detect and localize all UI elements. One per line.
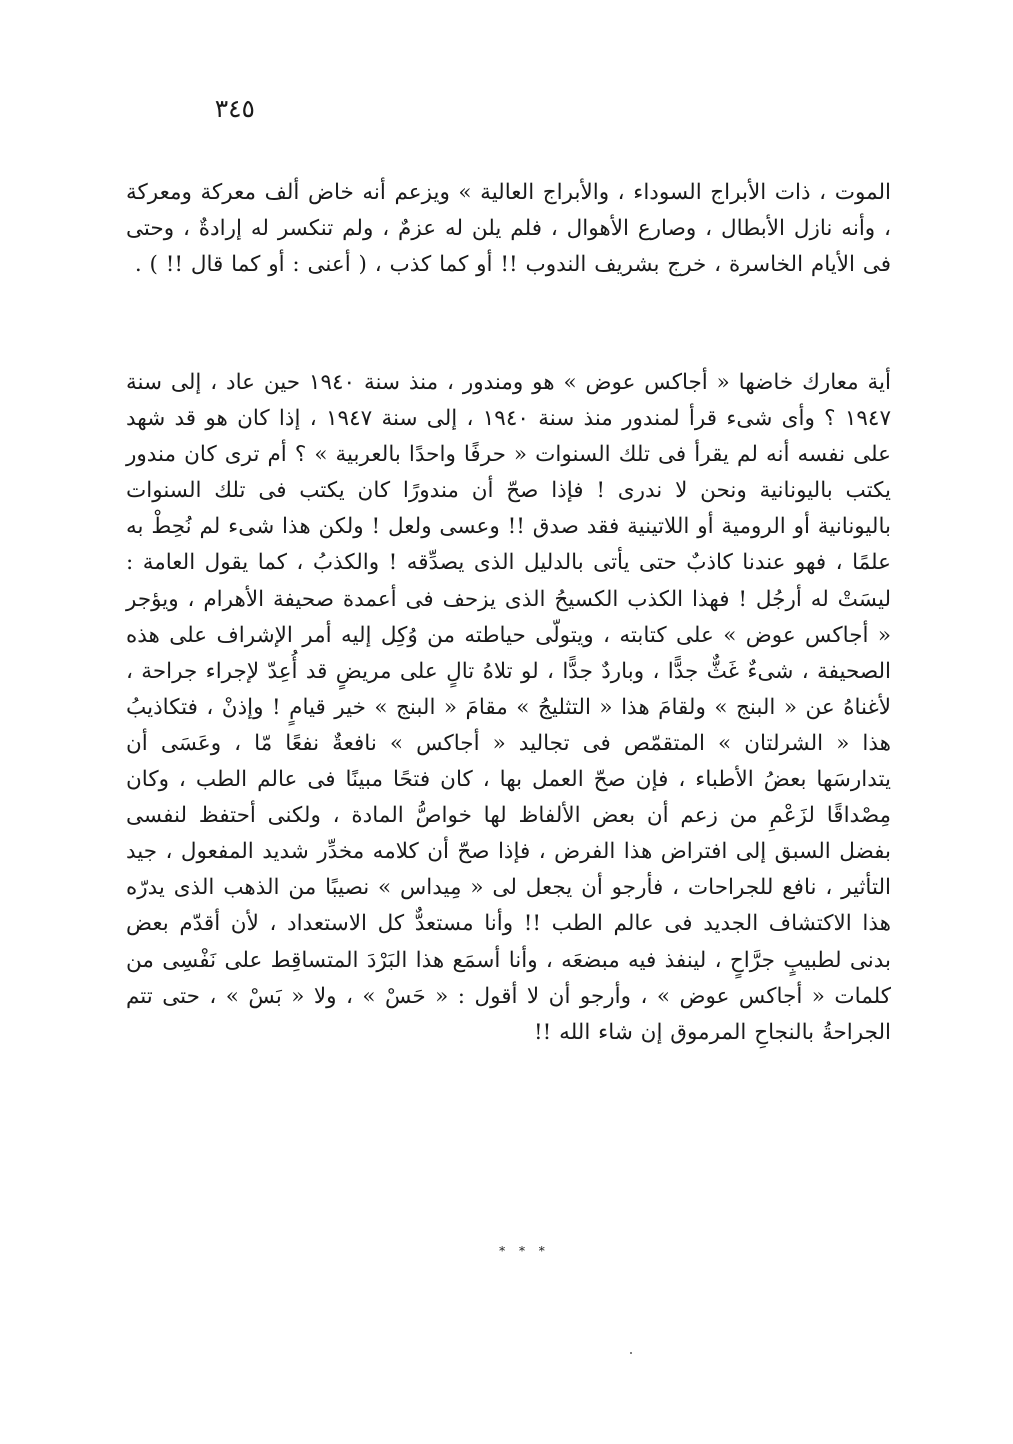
section-separator: * * * — [499, 1244, 550, 1258]
page-number: ٣٤٥ — [214, 94, 255, 123]
scan-speck — [630, 1352, 632, 1354]
paragraph-2: أية معارك خاضها « أجاكس عوض » هو ومندور ، منذ سنة ١٩٤٠ حين عاد ، إلى سنة ١٩٤٧ ؟ وأى شىء قرأ لمندور منذ سنة ١٩٤٠ ، إلى سنة ١٩٤٧ ، إذا كان هو قد شهد على نفسه أنه لم يقرأ فى تلك السنوات « حرفًا واحدًا بالعربية » ؟ أم ترى كان مندور يكتب باليونانية ونحن لا ندرى ! فإذا صحّ أن مندورًا كان يكتب فى تلك السنوات باليونانية أو الرومية أو اللاتينية فقد صدق !! وعسى ولعل ! ولكن هذا شىء لم نُحِطْ به علمًا ، فهو عندنا كاذبٌ حتى يأتى بالدليل الذى يصدِّقه ! والكذبُ ، كما يقول العامة : ليسَتْ له أرجُل ! فهذا الكذب الكسيحُ الذى يزحف فى أعمدة صحيفة الأهرام ، ويؤجر « أجاكس عوض » على كتابته ، ويتولّى حياطته من وُكِل إليه أمر الإشراف على هذه الصحيفة ، شىءٌ غَثٌّ جدًّا ، وباردٌ جدًّا ، لو تلاهُ تالٍ على مريضٍ قد أُعِدّ لإجراء جراحة ، لأغناهُ عن « البنج » ولقامَ هذا « التثليجُ » مقامَ « البنج » خير قيامٍ ! وإذنْ ، فتكاذيبُ هذا « الشرلتان » المتقمّص فى تجاليد « أجاكس » نافعةٌ نفعًا مّا ، وعَسَى أن يتدارسَها بعضُ الأطباء ، فإن صحّ العمل بها ، كان فتحًا مبينًا فى عالم الطب ، وكان مِصْداقًا لزَعْمِ من زعم أن بعض الألفاظ لها خواصُّ المادة ، ولكنى أحتفظ لنفسى بفضل السبق إلى افتراض هذا الفرض ، فإذا صحّ أن كلامه مخدِّر شديد المفعول ، جيد التأثير ، نافع للجراحات ، فأرجو أن يجعل لى « مِيداس » نصيبًا من الذهب الذى يدرّه هذا الاكتشاف الجديد فى عالم الطب !! وأنا مستعدٌّ كل الاستعداد ، لأن أقدّم بعض بدنى لطبيبٍ جرَّاحٍ ، لينفذ فيه مبضعَه ، وأنا أسمَع هذا البَرْدَ المتساقِط على نَفْسِى من كلمات « أجاكس عوض » ، وأرجو أن لا أقول : « حَسْ » ، ولا « بَسْ » ، حتى تتم الجراحةُ بالنجاحِ المرموق إن شاء الله !! — [126, 370, 892, 1045]
paragraph-1: الموت ، ذات الأبراج السوداء ، والأبراج العالية » ويزعم أنه خاض ألف معركة ومعركة ، وأنه نازل الأبطال ، وصارع الأهوال ، فلم يلن له عزمٌ ، ولم تنكسر له إرادةٌ ، وحتى فى الأيام الخاسرة ، خرج بشريف الندوب !! أو كما كذب ، ( أعنى : أو كما قال !! ) . — [126, 180, 891, 278]
